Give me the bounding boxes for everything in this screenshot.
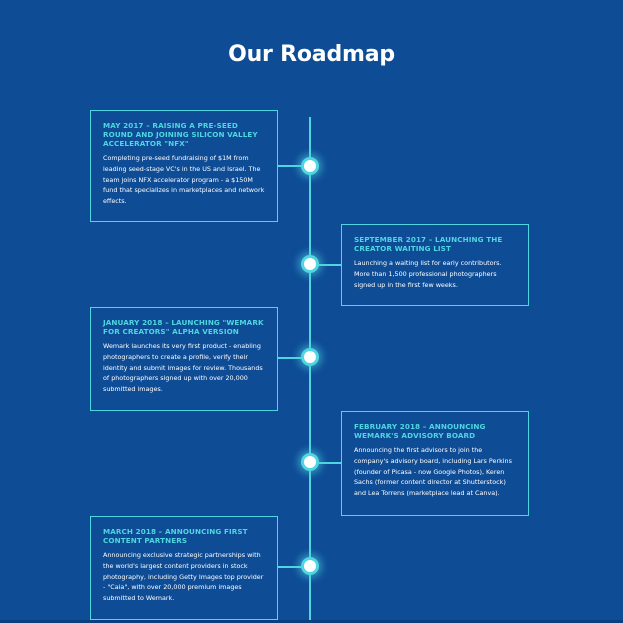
milestone-description: Wemark launches its very first product - enabling photographers to create a profile, verify their identity and submit images for review. Thousands of photographers signed up with over 20,000 submitted images. bbox=[103, 342, 263, 394]
milestone-description: Launching a waiting list for early contributors. More than 1,500 professional photographers signed up in the first few weeks. bbox=[354, 259, 502, 289]
milestone-heading: FEBRUARY 2018 – ANNOUNCING WEMARK'S ADVISORY BOARD bbox=[354, 422, 486, 440]
milestone-heading: JANUARY 2018 – LAUNCHING "WEMARK FOR CREATORS" ALPHA VERSION bbox=[103, 318, 264, 336]
timeline-line bbox=[309, 117, 311, 623]
milestone-card bbox=[90, 307, 278, 411]
milestone-card bbox=[90, 110, 278, 222]
milestone-heading: SEPTEMBER 2017 – LAUNCHING THE CREATOR WAITING LIST bbox=[354, 235, 503, 253]
page-title: Our Roadmap bbox=[228, 42, 395, 67]
milestone-card bbox=[90, 516, 278, 620]
milestone-description: Completing pre-seed fundraising of $1M from leading seed-stage VC's in the US and Israel. The team joins NFX accelerator program - a $150M fund that specializes in marketplaces and network effects. bbox=[103, 154, 265, 206]
milestone-heading: MARCH 2018 – ANNOUNCING FIRST CONTENT PARTNERS bbox=[103, 527, 248, 545]
milestone-card bbox=[341, 411, 529, 516]
milestone-card bbox=[341, 224, 529, 306]
timeline-node bbox=[304, 351, 316, 363]
milestone-heading: MAY 2017 – RAISING A PRE-SEED ROUND AND JOINING SILICON VALLEY ACCELERATOR "NFX" bbox=[103, 121, 258, 148]
timeline-node bbox=[304, 456, 316, 468]
milestone-description: Announcing exclusive strategic partnerships with the world's largest content providers in stock photography, including Getty Images top provider - "Caia", with over 20,000 premium images submitted to Wemark. bbox=[103, 551, 264, 603]
timeline-node bbox=[304, 160, 316, 172]
timeline-node bbox=[304, 258, 316, 270]
milestone-description: Announcing the first advisors to join the company's advisory board, including Lars Perkins (founder of Picasa - now Google Photos), Keren Sachs (former content director at Shutterstock) and Lea Torrens (marketplace lead at Canva). bbox=[354, 446, 512, 498]
timeline-node bbox=[304, 560, 316, 572]
